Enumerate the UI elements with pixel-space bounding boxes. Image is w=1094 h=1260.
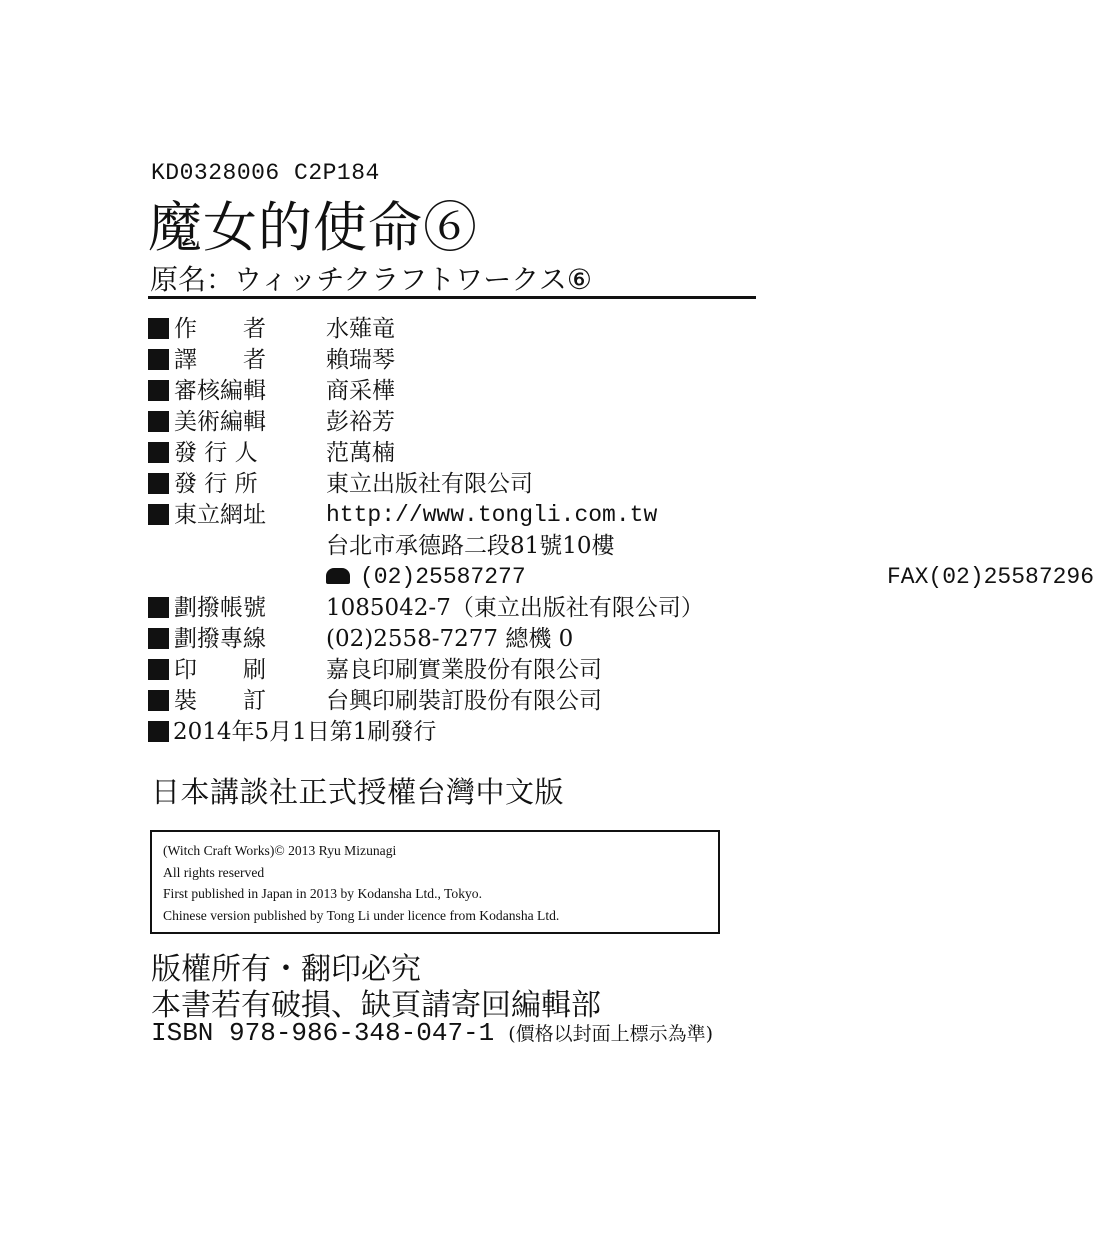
credit-label: 發 行 人	[174, 440, 258, 466]
credit-label: 東立網址	[174, 502, 266, 528]
header-divider	[148, 296, 756, 299]
isbn: ISBN 978-986-348-047-1	[151, 1018, 495, 1048]
copyright-box	[150, 830, 720, 934]
credit-row-hotline	[148, 624, 574, 654]
black-square-icon	[148, 473, 169, 494]
publish-date: 2014年5月1日第1刷發行	[173, 719, 437, 745]
credit-value: 台興印刷裝訂股份有限公司	[326, 688, 602, 714]
book-title: 魔女的使命⑥	[148, 196, 478, 259]
telephone-icon	[326, 568, 350, 584]
credit-row-publisher	[148, 438, 395, 468]
credit-row-publishing-house	[148, 469, 533, 499]
credit-label: 作 者	[174, 316, 266, 342]
credit-row-translator	[148, 345, 395, 375]
isbn-line	[151, 1018, 713, 1048]
credit-value: 嘉良印刷實業股份有限公司	[326, 657, 602, 683]
credit-row-author	[148, 314, 395, 344]
phone-number: (02)25587277	[360, 564, 526, 590]
black-square-icon	[148, 721, 169, 742]
catalog-code: KD0328006 C2P184	[151, 160, 380, 186]
authorization-statement: 日本講談社正式授權台灣中文版	[151, 775, 565, 809]
credit-label: 裝 訂	[174, 688, 266, 714]
credit-value: 1085042-7（東立出版社有限公司）	[326, 595, 704, 621]
fax-number: FAX(02)25587296	[887, 564, 1094, 590]
credit-label: 審核編輯	[174, 378, 266, 404]
credit-label: 美術編輯	[174, 409, 266, 435]
credit-label: 譯 者	[174, 347, 266, 373]
black-square-icon	[148, 504, 169, 525]
credit-label: 劃撥專線	[174, 626, 266, 652]
black-square-icon	[148, 659, 169, 680]
original-title: 原名：ウィッチクラフトワークス⑥	[150, 263, 593, 296]
damage-return-notice: 本書若有破損、缺頁請寄回編輯部	[151, 988, 601, 1023]
credit-value: 東立出版社有限公司	[326, 471, 533, 497]
price-note: (價格以封面上標示為準)	[508, 1023, 714, 1045]
credit-label: 印 刷	[174, 657, 266, 683]
credit-value: 彭裕芳	[326, 409, 395, 435]
contact-line	[326, 562, 1094, 592]
credit-row-printing	[148, 655, 602, 685]
address: 台北市承德路二段81號10樓	[326, 533, 615, 559]
rights-reserved: 版權所有・翻印必究	[151, 952, 421, 987]
credit-row-reviewer	[148, 376, 395, 406]
credit-value: 范萬楠	[326, 440, 395, 466]
website-url[interactable]: http://www.tongli.com.tw	[326, 502, 658, 528]
copyright-line: First published in Japan in 2013 by Kodansha Ltd., Tokyo.	[163, 886, 482, 901]
black-square-icon	[148, 411, 169, 432]
black-square-icon	[148, 349, 169, 370]
black-square-icon	[148, 380, 169, 401]
copyright-line: All rights reserved	[163, 864, 265, 880]
credit-value: 商采樺	[326, 378, 395, 404]
copyright-line: (Witch Craft Works)© 2013 Ryu Mizunagi	[163, 843, 397, 858]
black-square-icon	[148, 318, 169, 339]
credit-row-art-editor	[148, 407, 395, 437]
black-square-icon	[148, 690, 169, 711]
credit-label: 發 行 所	[174, 471, 258, 497]
credit-value: 水薙竜	[326, 316, 395, 342]
publish-date-row	[148, 717, 436, 747]
black-square-icon	[148, 442, 169, 463]
credit-value: 賴瑞琴	[326, 347, 395, 373]
copyright-line: Chinese version published by Tong Li under licence from Kodansha Ltd.	[163, 907, 560, 923]
credit-row-website	[148, 500, 658, 530]
credit-row-account	[148, 593, 704, 623]
credit-value: (02)2558-7277 總機 0	[326, 626, 574, 652]
credit-row-binding	[148, 686, 602, 716]
black-square-icon	[148, 597, 169, 618]
credit-label: 劃撥帳號	[174, 595, 266, 621]
black-square-icon	[148, 628, 169, 649]
